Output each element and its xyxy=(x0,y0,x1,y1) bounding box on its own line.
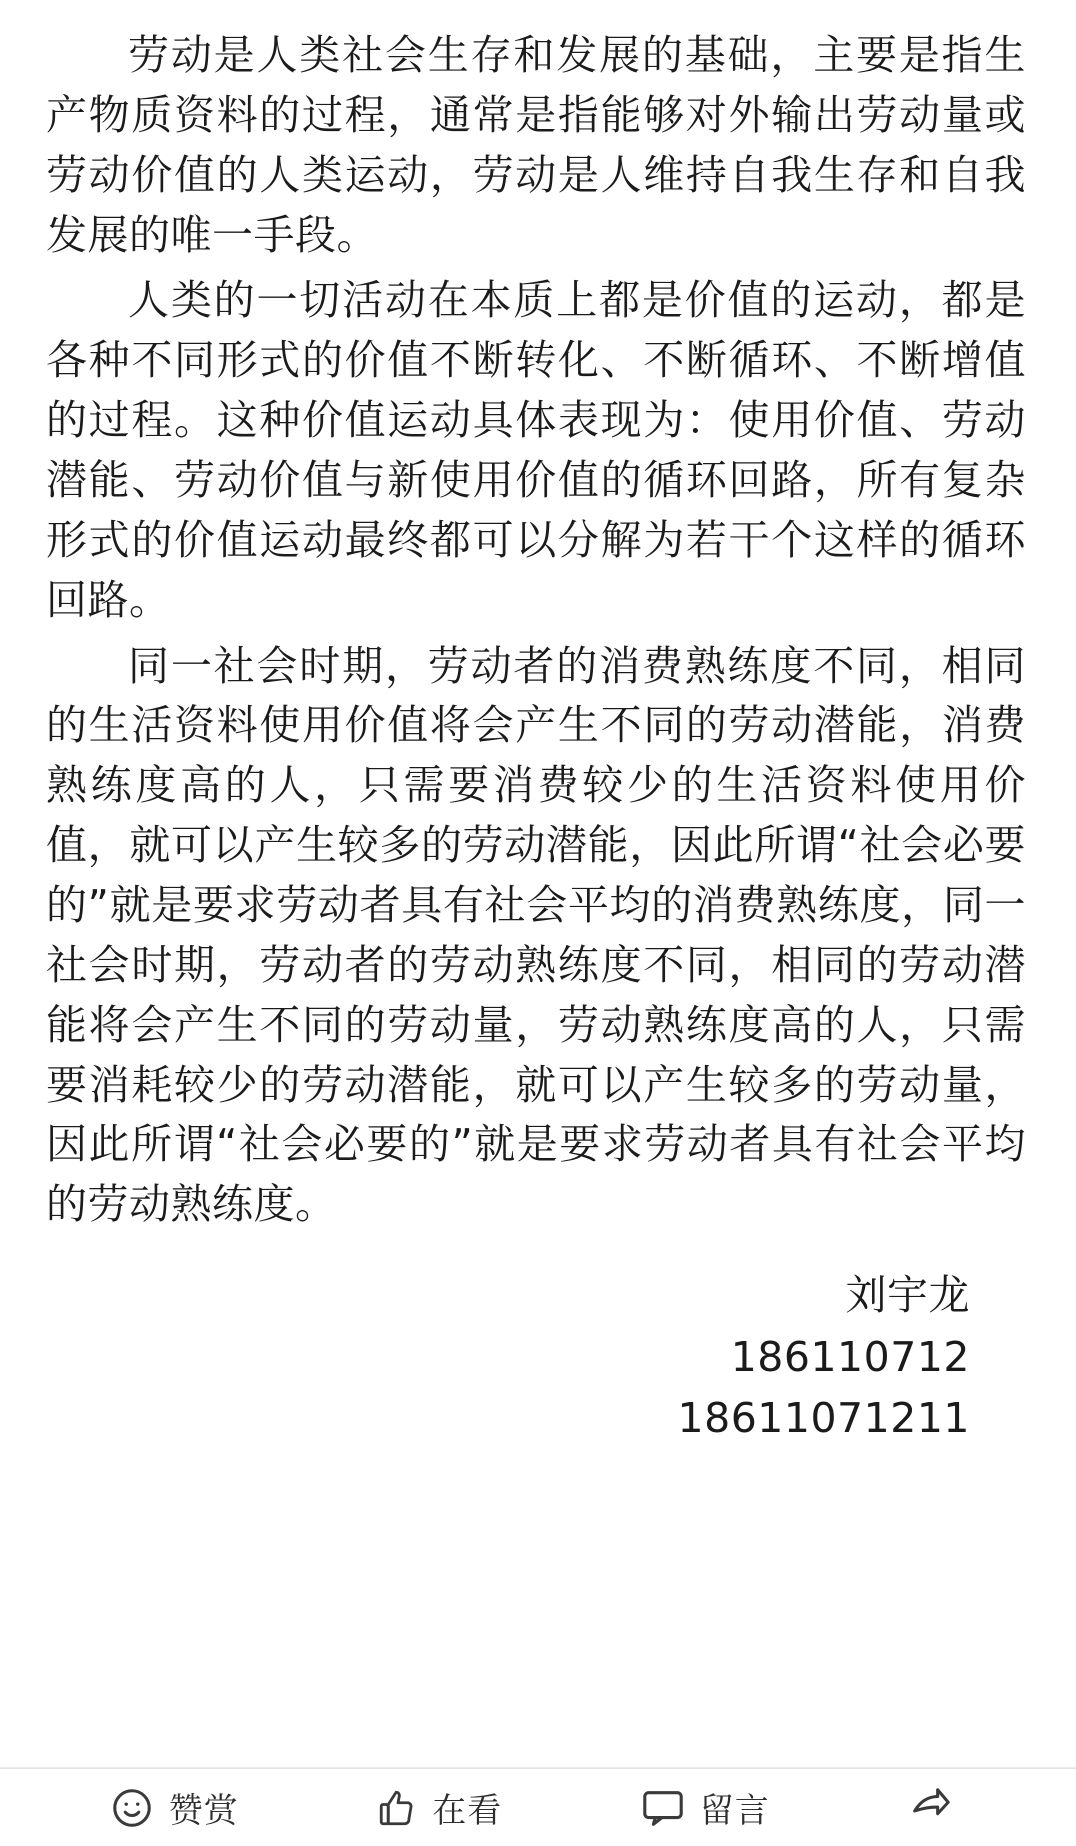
thumbs-up-icon xyxy=(376,1785,418,1831)
paragraph: 劳动是人类社会生存和发展的基础，主要是指生产物质资料的过程，通常是指能够对外输出劳动量或劳动价值的人类运动，劳动是人维持自我生存和自我发展的唯一手段。 xyxy=(46,31,1026,259)
signature-name: 刘宇龙 xyxy=(845,1271,970,1320)
wow-button[interactable] xyxy=(376,1783,502,1832)
comment-button[interactable] xyxy=(640,1783,770,1832)
paragraph: 人类的一切活动在本质上都是价值的运动，都是各种不同形式的价值不断转化、不断循环、不断增值的过程。这种价值运动具体表现为：使用价值、劳动潜能、劳动价值与新使用价值的循环回路，所有复杂形式的价值运动最终都可以分解为若干个这样的循环回路。 xyxy=(46,276,1026,624)
comment-icon xyxy=(640,1785,686,1831)
share-button[interactable] xyxy=(907,1785,967,1831)
signature-block xyxy=(46,1265,1026,1450)
signature-phone-line-1: 186110712 xyxy=(730,1332,970,1381)
reward-button[interactable] xyxy=(109,1783,239,1832)
signature-phone-line-2: 18611071211 xyxy=(677,1394,970,1443)
share-icon xyxy=(907,1785,953,1831)
comment-label: 留言 xyxy=(699,1791,770,1831)
paragraph: 同一社会时期，劳动者的消费熟练度不同，相同的生活资料使用价值将会产生不同的劳动潜能，消费熟练度高的人，只需要消费较少的生活资料使用价值，就可以产生较多的劳动潜能，因此所谓“社会必要的”就是要求劳动者具有社会平均的消费熟练度，同一社会时期，劳动者的劳动熟练度不同，相同的劳动潜能将会产生不同的劳动量，劳动熟练度高的人，只需要消耗较少的劳动潜能，就可以产生较多的劳动量，因此所谓“社会必要的”就是要求劳动者具有社会平均的劳动熟练度。 xyxy=(46,641,1026,1229)
wow-label: 在看 xyxy=(432,1791,503,1831)
smiley-icon xyxy=(109,1785,155,1831)
article-action-bar xyxy=(0,1768,1076,1846)
reward-label: 赞赏 xyxy=(168,1791,239,1831)
